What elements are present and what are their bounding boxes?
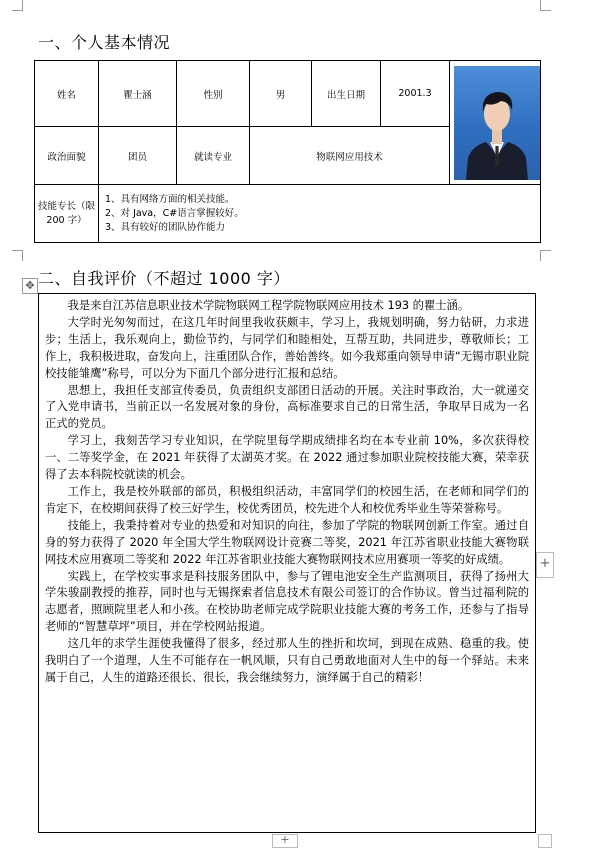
margin-corner-mid-right	[540, 250, 551, 261]
skill-item: 3、具有较好的团队协作能力	[105, 221, 226, 233]
evaluation-paragraph: 大学时光匆匆而过，在这几年时间里我收获颇丰，学习上，我规划明确，努力钻研，力求进步；生活上，我乐观向上，勤俭节约，与同学们和睦相处，互帮互助，共同进步，尊敬师长；工作上，我积极进取，奋发向上，注重团队合作，善始善终。如今我郑重向领导申请“无锡市职业院校技能雏鹰”称号，可以分为下面几个部分进行汇报和总结。	[45, 315, 529, 380]
skills-content	[99, 185, 541, 243]
self-evaluation-box[interactable]	[38, 293, 536, 833]
name-label: 姓名	[35, 61, 99, 127]
gender-label: 性别	[177, 61, 250, 127]
evaluation-paragraph: 思想上，我担任支部宣传委员，负责组织支部团日活动的开展。关注时事政治，大一就递交了入党申请书，当前正以一名发展对象的身份，高标准要求自己的日常生活，争取早日成为一名正式的党员。	[45, 383, 529, 431]
evaluation-paragraph: 我是来自江苏信息职业技术学院物联网工程学院物联网应用技术 193 的瞿士涵。	[67, 299, 470, 312]
evaluation-paragraph: 这几年的求学生涯使我懂得了很多，经过那人生的挫折和坎坷，到现在成熟、稳重的我。使我明白了一个道理，人生不可能存在一帆风顺，只有自己勇敢地面对人生中的每一个驿站。未来属于自己，人生的道路还很长、很长，我会继续努力，演绎属于自己的精彩！	[45, 637, 529, 684]
birth-date-label: 出生日期	[312, 61, 381, 127]
evaluation-paragraph: 实践上，在学校实事求是科技服务团队中，参与了锂电池安全生产监测项目，获得了扬州大学朱骏副教授的推荐，同时也与无锡探索者信息技术有限公司签订的合作协议。曾当过福利院的志愿者，照顾院里老人和小孩。在校协助老师完成学院职业技能大赛的考务工作，还参与了指导老师的“智慧草坪”项目，并在学校网站报道。	[45, 569, 529, 634]
table-move-handle-icon[interactable]: ✥	[22, 278, 38, 294]
name-value: 瞿士涵	[99, 61, 177, 127]
add-row-icon[interactable]: +	[272, 834, 298, 848]
id-photo	[454, 66, 540, 180]
skill-item: 2、对 Java，C#语言掌握较好。	[105, 207, 244, 219]
major-label: 就读专业	[177, 127, 250, 185]
section-heading-personal-info: 一、个人基本情况	[38, 33, 171, 52]
evaluation-paragraph: 工作上，我是校外联部的部员，积极组织活动，丰富同学们的校园生活，在老师和同学们的肯定下，在校期间获得了校三好学生，校优秀团员，校先进个人和校优秀毕业生等荣誉称号。	[45, 484, 529, 515]
skill-item: 1、具有网络方面的相关技能。	[105, 193, 235, 205]
add-column-icon[interactable]: +	[536, 552, 554, 578]
margin-corner-mid-left	[12, 250, 23, 261]
margin-corner-top-right	[540, 0, 551, 11]
skills-label: 技能专长（限 200 字）	[35, 185, 99, 243]
margin-corner-top-left	[12, 0, 23, 11]
evaluation-paragraph: 学习上，我刻苦学习专业知识，在学院里每学期成绩排名均在本专业前 10%，多次获得校一、二等奖学金，在 2021 年获得了太湖英才奖。在 2022 通过参加职业院校技能大赛，荣幸获得了去本科院校就读的机会。	[45, 434, 529, 482]
gender-value: 男	[250, 61, 312, 127]
evaluation-paragraph: 技能上，我秉持着对专业的热爱和对知识的向往，参加了学院的物联网创新工作室。通过自身的努力获得了 2020 年全国大学生物联网设计竞赛二等奖，2021 年江苏省职业技能大赛物联网技术应用赛项二等奖和 2022 年江苏省职业技能大赛物联网技术应用赛项一等奖的好成绩。	[45, 518, 529, 566]
photo-cell	[450, 61, 541, 185]
personal-info-table	[34, 60, 541, 243]
portrait-image	[454, 66, 540, 180]
political-status-value: 团员	[99, 127, 177, 185]
political-status-label: 政治面貌	[35, 127, 99, 185]
birth-date-value: 2001.3	[381, 61, 450, 127]
section-heading-self-evaluation: 二、自我评价（不超过 1000 字）	[38, 269, 290, 288]
major-value: 物联网应用技术	[250, 127, 450, 185]
